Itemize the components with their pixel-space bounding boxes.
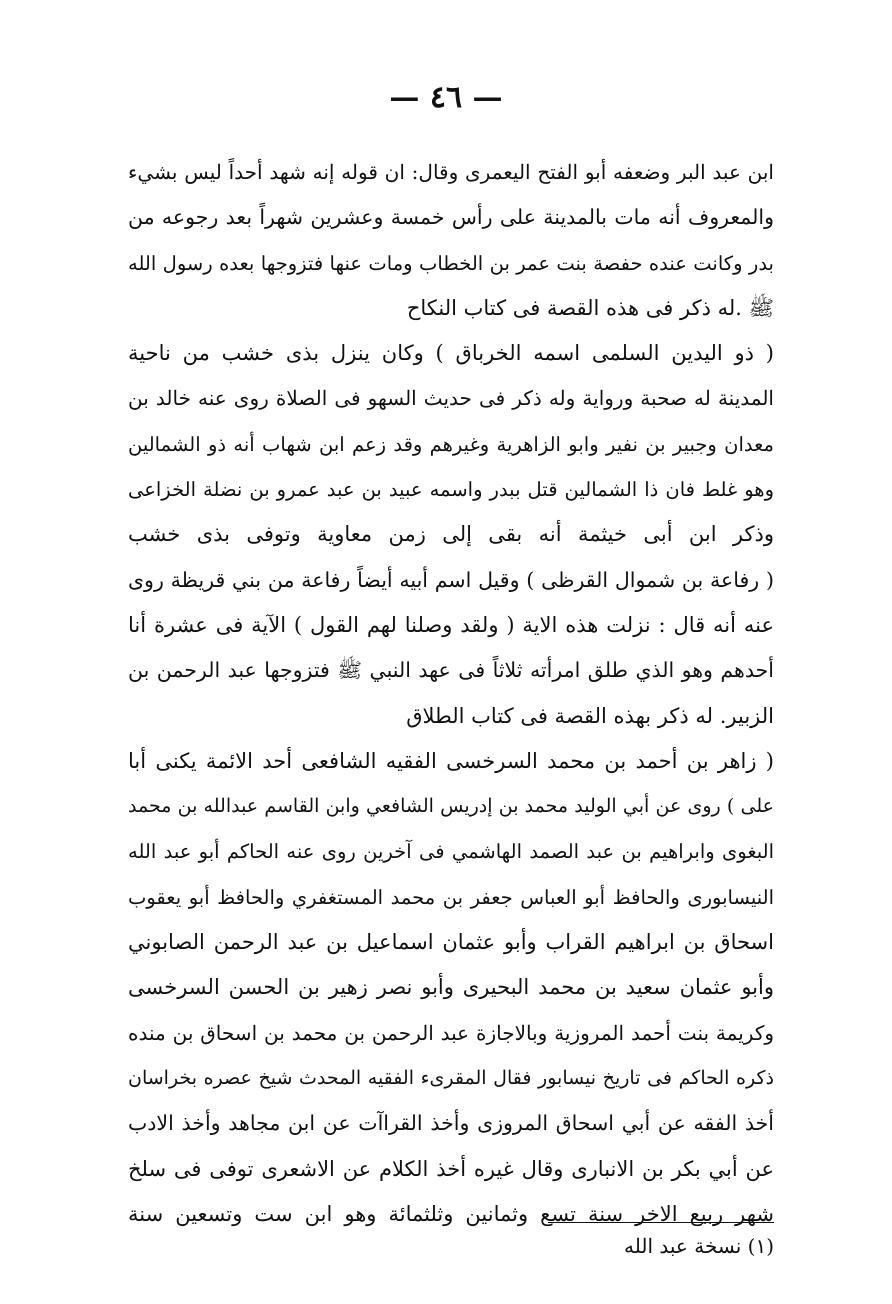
footnote-divider — [548, 1222, 774, 1223]
text-line: شهر ربيع الاخر سنة تسع وثمانين وثلثمائة وهو ابن ست وتسعين سنة — [128, 1201, 774, 1226]
text-line: وكريمة بنت أحمد المروزية وبالاجازة عبد الرحمن بن محمد بن اسحاق بن منده — [128, 1020, 774, 1045]
text-line: وأبو عثمان سعيد بن محمد البحيرى وأبو نصر زهير بن الحسن السرخسى — [128, 975, 774, 1000]
text-line: اسحاق بن ابراهيم القراب وأبو عثمان اسماعيل بن عبد الرحمن الصابوني — [128, 930, 774, 955]
entry-heading-line: ( رفاعة بن شموال القرظى ) وقيل اسم أبيه أيضاً رفاعة من بني قريظة روى — [128, 567, 774, 592]
entry-heading-line: ( زاهر بن أحمد بن محمد السرخسى الفقيه الشافعى أحد الائمة يكنى أبا — [128, 748, 774, 773]
text-line: المدينة له صحبة ورواية وله ذكر فى حديث السهو فى الصلاة روى عنه خالد بن — [128, 386, 774, 411]
text-line: على ) روى عن أبي الوليد محمد بن إدريس الشافعي وابن القاسم عبدالله بن محمد — [128, 795, 774, 818]
text-line: ذكره الحاكم فى تاريخ نيسابور فقال المقرىء الفقيه المحدث شيخ عصره بخراسان — [128, 1066, 774, 1089]
text-line: أحدهم وهو الذي طلق امرأته ثلاثاً فى عهد النبي ﷺ فتزوجها عبد الرحمن بن — [128, 658, 774, 683]
text-line: البغوى وابراهيم بن عبد الصمد الهاشمي فى آخرين روى عنه الحاكم أبو عبد الله — [128, 840, 774, 864]
page-number: — ٤٦ — — [389, 80, 503, 115]
entry-heading-line: ( ذو اليدين السلمى اسمه الخرباق ) وكان ينزل بذى خشب من ناحية — [128, 341, 774, 366]
text-line: والمعروف أنه مات بالمدينة على رأس خمسة وعشرين شهراً بعد رجوعه من — [128, 205, 774, 230]
text-line: عن أبي بكر بن الانبارى وقال غيره أخذ الكلام عن الاشعرى توفى فى سلخ — [128, 1156, 774, 1181]
text-line: معدان وجبير بن نفير وابو الزاهرية وغيرهم وقد زعم ابن شهاب أنه ذو الشمالين — [128, 432, 774, 456]
text-line: ابن عبد البر وضعفه أبو الفتح اليعمرى وقال: ان قوله إنه شهد أحداً ليس بشيء — [128, 160, 774, 184]
text-line: ﷺ .له ذكر فى هذه القصة فى كتاب النكاح — [406, 295, 774, 320]
footnote: (١) نسخة عبد الله — [624, 1234, 774, 1258]
text-line: النيسابورى والحافظ أبو العباس جعفر بن محمد المستغفري والحافظ أبو يعقوب — [128, 885, 774, 909]
text-line: وذكر ابن أبى خيثمة أنه بقى إلى زمن معاوية وتوفى بذى خشب — [128, 522, 774, 547]
text-line: بدر وكانت عنده حفصة بنت عمر بن الخطاب ومات عنها فتزوجها بعده رسول الله — [128, 251, 774, 275]
text-line: أخذ الفقه عن أبي اسحاق المروزى وأخذ القراآت عن ابن مجاهد وأخذ الادب — [128, 1111, 774, 1136]
text-line: الزبير. له ذكر بهذه القصة فى كتاب الطلاق — [406, 703, 774, 728]
text-line: عنه أنه قال : نزلت هذه الاية ( ولقد وصلنا لهم القول ) الآية فى عشرة أنا — [128, 612, 774, 637]
text-line: وهو غلط فان ذا الشمالين قتل ببدر واسمه عبيد بن عبد عمرو بن نضلة الخزاعى — [128, 478, 774, 502]
main-text — [128, 150, 774, 1237]
